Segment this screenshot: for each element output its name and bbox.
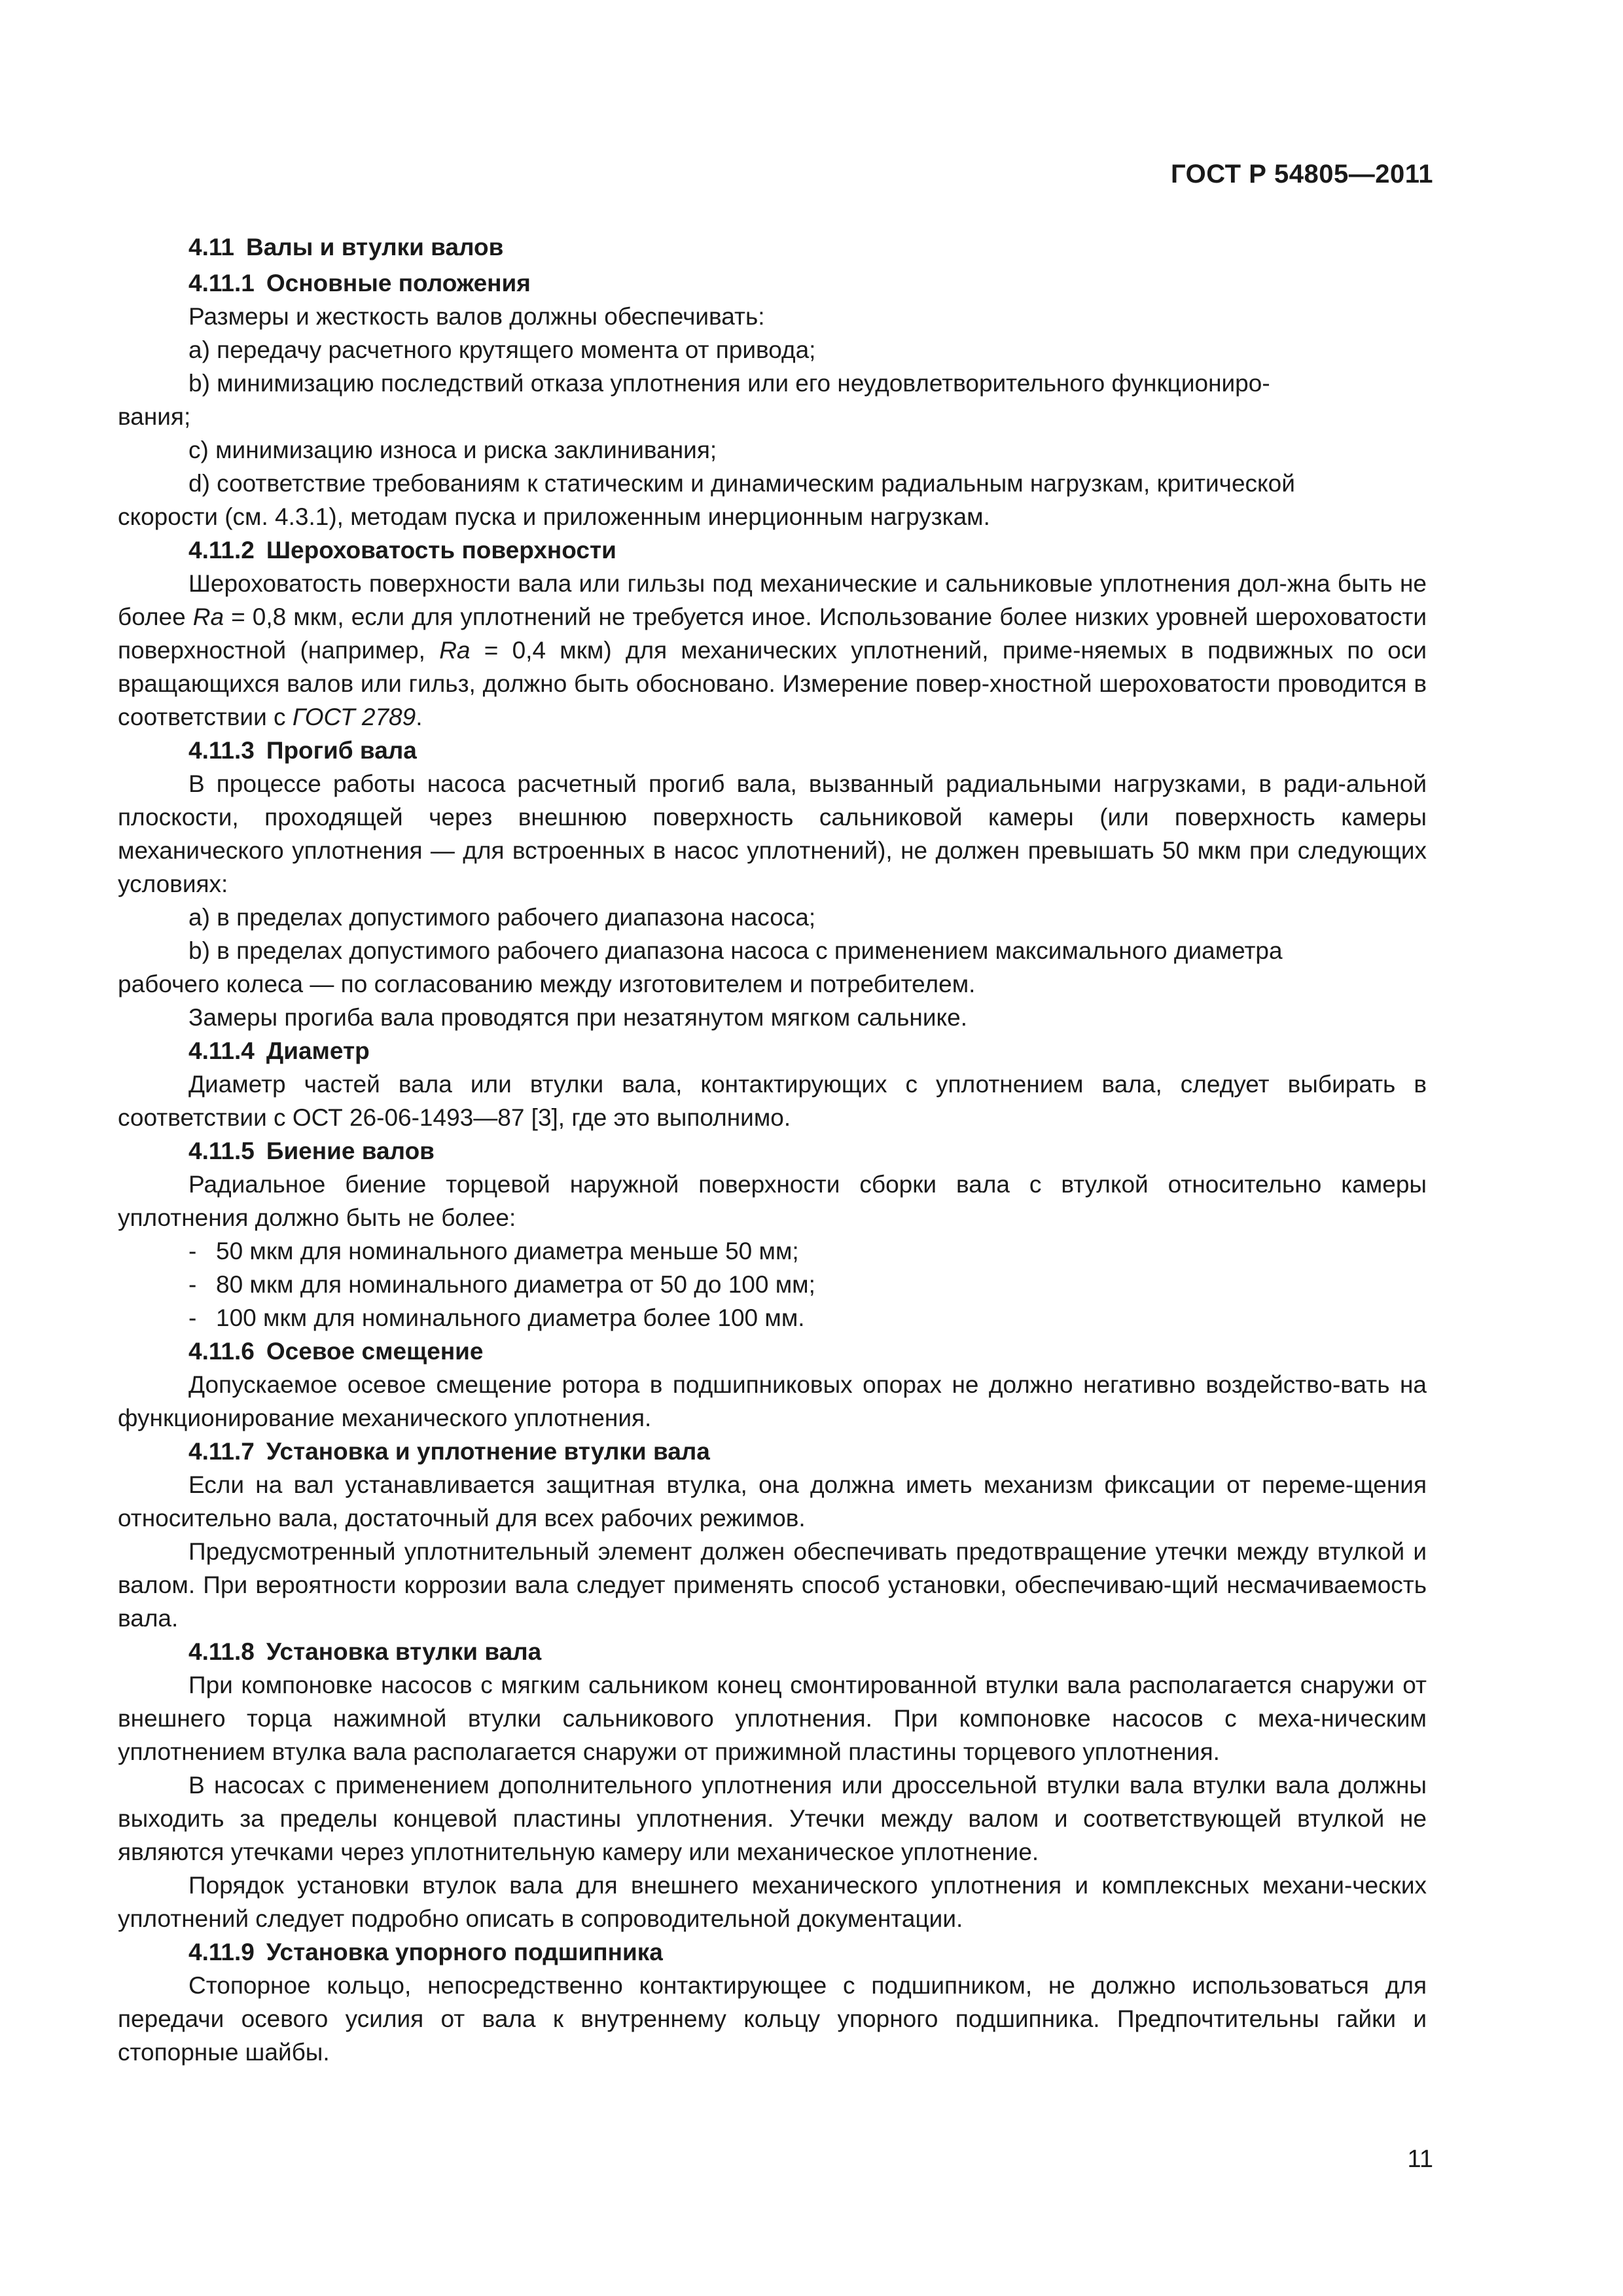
section-number: 4.11.4 xyxy=(188,1037,255,1064)
text-run: . xyxy=(416,704,423,730)
dash-list-item xyxy=(118,1234,1427,1268)
list-item-text: 100 мкм для номинального диаметра более 100 мм. xyxy=(216,1304,805,1331)
paragraph: Допускаемое осевое смещение ротора в подшипниковых опорах не должно негативно воздейство-вать на функционирование механического уплотнения. xyxy=(118,1371,1427,1431)
paragraph: Размеры и жесткость валов должны обеспечивать: xyxy=(188,303,765,330)
section-title: Шероховатость поверхности xyxy=(266,537,616,564)
section-title: Основные положения xyxy=(266,270,531,296)
section-heading-4-11-6 xyxy=(118,1335,1427,1368)
list-item: d) соответствие требованиям к статическим и динамическим радиальным нагрузкам, критической xyxy=(188,470,1295,497)
dash-marker: - xyxy=(188,1271,197,1298)
section-heading-4-11-3 xyxy=(118,734,1427,767)
section-heading-4-11-8 xyxy=(118,1635,1427,1668)
section-title: Прогиб вала xyxy=(266,737,417,764)
section-number: 4.11.2 xyxy=(188,537,255,564)
list-item-text: 50 мкм для номинального диаметра меньше 50 мм; xyxy=(216,1238,799,1265)
section-number: 4.11.8 xyxy=(188,1638,255,1665)
section-title: Осевое смещение xyxy=(266,1338,484,1365)
section-number: 4.11 xyxy=(188,234,234,260)
paragraph xyxy=(118,567,1427,734)
section-title: Установка и уплотнение втулки вала xyxy=(266,1438,710,1465)
paragraph: Если на вал устанавливается защитная втулка, она должна иметь механизм фиксации от переме-щения относительно вала, достаточный для всех рабочих режимов. xyxy=(118,1471,1427,1532)
list-item-continuation: скорости (см. 4.3.1), методам пуска и приложенным инерционным нагрузкам. xyxy=(118,503,990,530)
dash-list-item xyxy=(118,1268,1427,1301)
section-title: Биение валов xyxy=(266,1138,435,1164)
text-run: Шероховатость поверхности вала или гильзы под механические и сальниковые уплотнения дол-жна быть не более xyxy=(118,570,1427,630)
list-item-text: 80 мкм для номинального диаметра от 50 до 100 мм; xyxy=(216,1271,815,1298)
section-title: Установка втулки вала xyxy=(266,1638,542,1665)
section-heading-4-11-1 xyxy=(118,266,1427,300)
standard-designation: ГОСТ Р 54805—2011 xyxy=(1171,160,1433,188)
section-heading-4-11-9 xyxy=(118,1935,1427,1969)
paragraph: Порядок установки втулок вала для внешнего механического уплотнения и комплексных механи-ческих уплотнений следует подробно описать в сопроводительной документации. xyxy=(118,1872,1427,1932)
ra-symbol: Ra xyxy=(192,603,224,630)
section-heading-4-11-5 xyxy=(118,1134,1427,1168)
ra-symbol: Ra xyxy=(439,637,471,664)
section-title: Установка упорного подшипника xyxy=(266,1939,663,1965)
paragraph: Предусмотренный уплотнительный элемент должен обеспечивать предотвращение утечки между втулкой и валом. При вероятности коррозии вала следует применять способ установки, обеспечиваю-щий несмачиваемость вала. xyxy=(118,1538,1427,1632)
paragraph: Диаметр частей вала или втулки вала, контактирующих с уплотнением вала, следует выбирать в соответствии с ОСТ 26-06-1493—87 [3], где это выполнимо. xyxy=(118,1071,1427,1131)
section-number: 4.11.1 xyxy=(188,270,255,296)
section-title: Диаметр xyxy=(266,1037,370,1064)
list-item: b) в пределах допустимого рабочего диапазона насоса с применением максимального диаметра xyxy=(188,937,1283,964)
text-run: = 0,8 мкм, если для уплотнений не требуется иное. Использование более низких уровней шероховатости поверхностной (например, xyxy=(118,603,1427,664)
section-number: 4.11.6 xyxy=(188,1338,255,1365)
section-number: 4.11.7 xyxy=(188,1438,255,1465)
paragraph: Радиальное биение торцевой наружной поверхности сборки вала с втулкой относительно камеры уплотнения должно быть не более: xyxy=(118,1171,1427,1231)
list-item: b) минимизацию последствий отказа уплотнения или его неудовлетворительного функциониро- xyxy=(188,370,1270,397)
section-heading-4-11-2 xyxy=(118,533,1427,567)
text-run: = 0,4 мкм) для механических уплотнений, приме-няемых в подвижных по оси вращающихся валов или гильз, должно быть обосновано. Измерение повер-хностной шероховатости проводится в соответствии с xyxy=(118,637,1427,730)
document-body xyxy=(118,230,1427,2069)
dash-marker: - xyxy=(188,1304,197,1331)
list-item-continuation: вания; xyxy=(118,403,191,430)
paragraph: Стопорное кольцо, непосредственно контактирующее с подшипником, не должно использоваться для передачи осевого усилия от вала к внутреннему кольцу упорного подшипника. Предпочтительны гайки и стопорные шайбы. xyxy=(118,1972,1427,2066)
dash-marker: - xyxy=(188,1238,197,1265)
paragraph: В процессе работы насоса расчетный прогиб вала, вызванный радиальными нагрузками, в ради-альной плоскости, проходящей через внешнюю поверхность сальниковой камеры (или поверхность камеры механического уплотнения — для встроенных в насос уплотнений), не должен превышать 50 мкм при следующих условиях: xyxy=(118,770,1427,897)
list-item-continuation: рабочего колеса — по согласованию между изготовителем и потребителем. xyxy=(118,971,976,997)
standard-reference: ГОСТ 2789 xyxy=(292,704,416,730)
section-title: Валы и втулки валов xyxy=(245,234,504,260)
paragraph: Замеры прогиба вала проводятся при незатянутом мягком сальнике. xyxy=(188,1004,967,1031)
paragraph: В насосах с применением дополнительного уплотнения или дроссельной втулки вала втулки вала должны выходить за пределы концевой пластины уплотнения. Утечки между валом и соответствующей втулкой не являются утечками через уплотнительную камеру или механическое уплотнение. xyxy=(118,1772,1427,1865)
section-number: 4.11.5 xyxy=(188,1138,255,1164)
section-number: 4.11.3 xyxy=(188,737,255,764)
section-heading-4-11 xyxy=(118,230,1427,264)
list-item: c) минимизацию износа и риска заклинивания; xyxy=(188,437,717,463)
section-number: 4.11.9 xyxy=(188,1939,255,1965)
list-item: a) передачу расчетного крутящего момента от привода; xyxy=(188,336,816,363)
list-item: a) в пределах допустимого рабочего диапазона насоса; xyxy=(188,904,816,931)
paragraph: При компоновке насосов с мягким сальником конец смонтированной втулки вала располагается снаружи от внешнего торца нажимной втулки сальникового уплотнения. При компоновке насосов с меха-ническим уплотнением втулка вала располагается снаружи от прижимной пластины торцевого уплотнения. xyxy=(118,1672,1427,1765)
section-heading-4-11-4 xyxy=(118,1034,1427,1067)
page-number: 11 xyxy=(1407,2145,1433,2173)
section-heading-4-11-7 xyxy=(118,1435,1427,1468)
dash-list-item xyxy=(118,1301,1427,1335)
